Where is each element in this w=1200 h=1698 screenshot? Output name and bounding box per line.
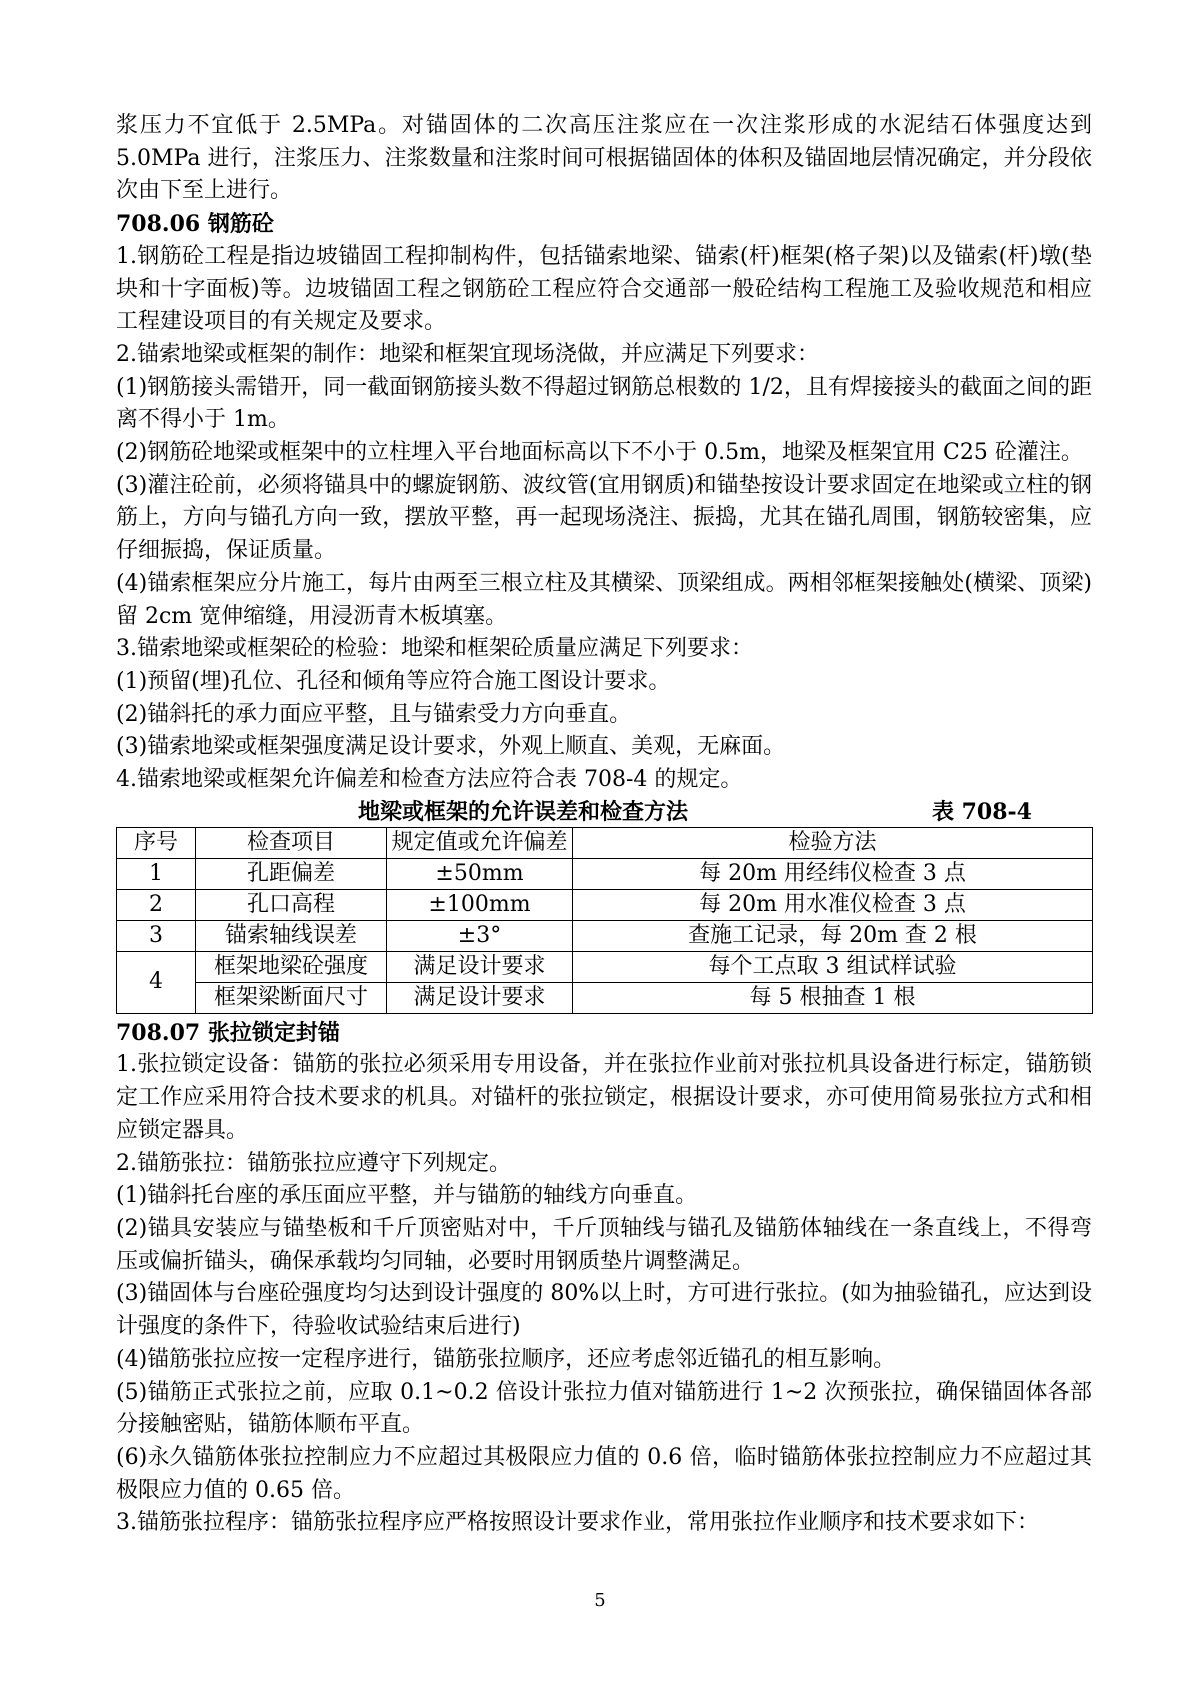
inspection-method: 查施工记录，每 20m 查 2 根 bbox=[573, 920, 1093, 951]
paragraph: (2)锚具安装应与锚垫板和千斤顶密贴对中，千斤顶轴线与锚孔及锚筋体轴线在一条直线上，不得弯压或偏折锚头，确保承载均匀同轴，必要时用钢质垫片调整满足。 bbox=[116, 1215, 1092, 1274]
table-header-cell: 检查项目 bbox=[196, 827, 387, 858]
table-row bbox=[117, 951, 1093, 982]
table-row bbox=[117, 982, 1093, 1013]
paragraph: (2)钢筋砼地梁或框架中的立柱埋入平台地面标高以下不小于 0.5m，地梁及框架宜用 C25 砼灌注。 bbox=[116, 440, 1083, 466]
paragraph: 3.锚索地梁或框架砼的检验：地梁和框架砼质量应满足下列要求： bbox=[116, 636, 753, 662]
table-header-cell: 序号 bbox=[117, 827, 196, 858]
paragraph: (1)预留(埋)孔位、孔径和倾角等应符合施工图设计要求。 bbox=[116, 668, 671, 694]
page-content bbox=[116, 110, 1092, 1540]
table-row bbox=[117, 920, 1093, 951]
tolerance-value: 满足设计要求 bbox=[387, 982, 573, 1013]
inspection-method: 每个工点取 3 组试样试验 bbox=[573, 951, 1093, 982]
paragraph: 1.张拉锁定设备：锚筋的张拉必须采用专用设备，并在张拉作业前对张拉机具设备进行标定，锚筋锁定工作应采用符合技术要求的机具。对锚杆的张拉锁定，根据设计要求，亦可使用简易张拉方式和相应锁定器具。 bbox=[116, 1052, 1092, 1143]
check-item: 孔口高程 bbox=[196, 889, 387, 920]
paragraph: (4)锚筋张拉应按一定程序进行，锚筋张拉顺序，还应考虑邻近锚孔的相互影响。 bbox=[116, 1346, 896, 1372]
table-header-cell: 检验方法 bbox=[573, 827, 1093, 858]
section-heading: 708.07 张拉锁定封锚 bbox=[116, 1019, 340, 1046]
table-number: 表 708-4 bbox=[931, 798, 1032, 825]
inspection-method: 每 20m 用水准仪检查 3 点 bbox=[573, 889, 1093, 920]
paragraph: (4)锚索框架应分片施工，每片由两至三根立柱及其横梁、顶梁组成。两相邻框架接触处(横梁、顶梁)留 2cm 宽伸缩缝，用浸沥青木板填塞。 bbox=[116, 570, 1092, 629]
check-item: 框架地梁砼强度 bbox=[196, 951, 387, 982]
paragraph: 浆压力不宜低于 2.5MPa。对锚固体的二次高压注浆应在一次注浆形成的水泥结石体强度达到 5.0MPa 进行，注浆压力、注浆数量和注浆时间可根据锚固体的体积及锚固地层情况确定，并分段依次由下至上进行。 bbox=[116, 113, 1092, 204]
table-title: 地梁或框架的允许误差和检查方法 bbox=[358, 798, 689, 825]
tolerance-value: ±3° bbox=[387, 920, 573, 951]
table-header-cell: 规定值或允许偏差 bbox=[387, 827, 573, 858]
check-item: 框架梁断面尺寸 bbox=[196, 982, 387, 1013]
table-header-row bbox=[117, 827, 1093, 858]
tolerance-value: 满足设计要求 bbox=[387, 951, 573, 982]
paragraph: (1)钢筋接头需错开，同一截面钢筋接头数不得超过钢筋总根数的 1/2，且有焊接接头的截面之间的距离不得小于 1m。 bbox=[116, 374, 1092, 433]
table-row bbox=[117, 858, 1093, 889]
inspection-method: 每 5 根抽查 1 根 bbox=[573, 982, 1093, 1013]
section-heading: 708.06 钢筋砼 bbox=[116, 211, 274, 238]
paragraph: (1)锚斜托台座的承压面应平整，并与锚筋的轴线方向垂直。 bbox=[116, 1183, 698, 1209]
paragraph: (3)灌注砼前，必须将锚具中的螺旋钢筋、波纹管(宜用钢质)和锚垫按设计要求固定在地梁或立柱的钢筋上，方向与锚孔方向一致，摆放平整，再一起现场浇注、振捣，尤其在锚孔周围，钢筋较密集，应仔细振捣，保证质量。 bbox=[116, 472, 1092, 564]
row-number: 1 bbox=[117, 858, 196, 889]
table-caption bbox=[116, 797, 1092, 827]
paragraph: (2)锚斜托的承力面应平整，且与锚索受力方向垂直。 bbox=[116, 701, 632, 727]
paragraph: 2.锚筋张拉：锚筋张拉应遵守下列规定。 bbox=[116, 1150, 511, 1176]
paragraph: (3)锚固体与台座砼强度均匀达到设计强度的 80%以上时，方可进行张拉。(如为抽验锚孔，应达到设计强度的条件下，待验收试验结束后进行) bbox=[116, 1281, 1092, 1340]
row-number: 3 bbox=[117, 920, 196, 951]
paragraph: 3.锚筋张拉程序：锚筋张拉程序应严格按照设计要求作业，常用张拉作业顺序和技术要求如下： bbox=[116, 1510, 1039, 1536]
paragraph: 2.锚索地梁或框架的制作：地梁和框架宜现场浇做，并应满足下列要求： bbox=[116, 341, 819, 367]
check-item: 锚索轴线误差 bbox=[196, 920, 387, 951]
paragraph: 4.锚索地梁或框架允许偏差和检查方法应符合表 708-4 的规定。 bbox=[116, 767, 743, 793]
tolerance-value: ±50mm bbox=[387, 858, 573, 889]
page-number: 5 bbox=[594, 1590, 606, 1611]
paragraph: 1.钢筋砼工程是指边坡锚固工程抑制构件，包括锚索地梁、锚索(杆)框架(格子架)以及锚索(杆)墩(垫块和十字面板)等。边坡锚固工程之钢筋砼工程应符合交通部一般砼结构工程施工及验收规范和相应工程建设项目的有关规定及要求。 bbox=[116, 243, 1092, 335]
tolerance-table bbox=[116, 827, 1093, 1014]
check-item: 孔距偏差 bbox=[196, 858, 387, 889]
tolerance-value: ±100mm bbox=[387, 889, 573, 920]
body-text-top bbox=[116, 110, 1092, 797]
table-row bbox=[117, 889, 1093, 920]
paragraph: (6)永久锚筋体张拉控制应力不应超过其极限应力值的 0.6 倍，临时锚筋体张拉控制应力不应超过其极限应力值的 0.65 倍。 bbox=[116, 1444, 1092, 1503]
body-text-bottom bbox=[116, 1017, 1092, 1540]
paragraph: (3)锚索地梁或框架强度满足设计要求，外观上顺直、美观，无麻面。 bbox=[116, 734, 786, 760]
row-number: 2 bbox=[117, 889, 196, 920]
paragraph: (5)锚筋正式张拉之前，应取 0.1~0.2 倍设计张拉力值对锚筋进行 1~2 次预张拉，确保锚固体各部分接触密贴，锚筋体顺布平直。 bbox=[116, 1379, 1092, 1438]
inspection-method: 每 20m 用经纬仪检查 3 点 bbox=[573, 858, 1093, 889]
row-number: 4 bbox=[117, 951, 196, 1013]
